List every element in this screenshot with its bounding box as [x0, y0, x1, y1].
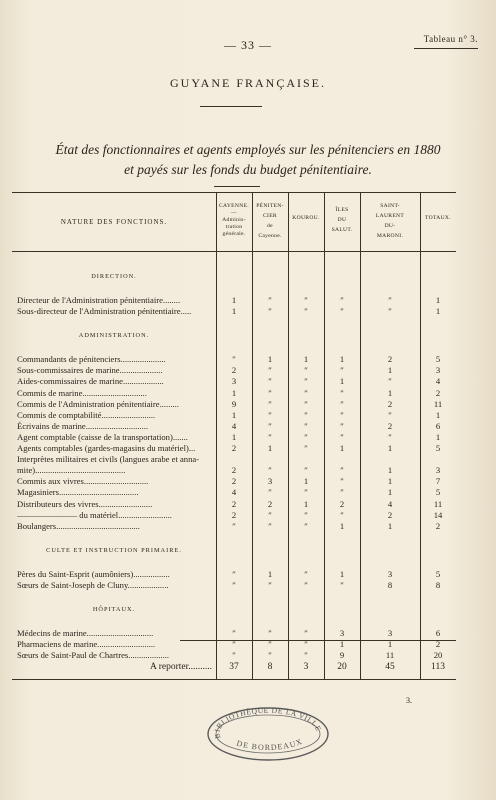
row-label: Magasiniers.....................................: [17, 487, 139, 498]
cell-value: 1: [339, 354, 345, 365]
cell-value: ″: [340, 476, 344, 487]
cell-value: 1: [387, 465, 393, 476]
cell-value: 1: [339, 639, 345, 650]
title-line: État des fonctionnaires et agents employés sur les pénitenciers en 1880: [55, 142, 441, 157]
cell-value: ″: [232, 354, 236, 365]
cell-value: 11: [385, 650, 395, 661]
cell-value: ″: [304, 639, 308, 650]
cell-value: 1: [231, 387, 237, 398]
header-line: PÉNITEN-: [256, 203, 284, 209]
header-line: Cayenne.: [258, 233, 282, 239]
svg-text:DE BORDEAUX: [235, 737, 304, 752]
table-row: [12, 305, 456, 317]
cell-value: ″: [304, 568, 308, 579]
cell-value: 2: [267, 498, 273, 509]
row-label: Pharmaciens de marine...........................: [17, 639, 156, 650]
cell-value: 2: [435, 387, 441, 398]
cell-value: 1: [339, 443, 345, 453]
cell-value: 1: [387, 639, 393, 650]
cell-value: ″: [268, 650, 272, 661]
cell-value: ″: [232, 650, 236, 661]
cell-value: 2: [387, 509, 393, 520]
cell-value: ″: [268, 376, 272, 387]
cell-value: ″: [388, 295, 392, 305]
divider: [214, 186, 260, 187]
row-label: Sœurs de Saint-Joseph de Cluny...................: [17, 579, 169, 590]
header-line: CIER: [263, 213, 277, 219]
cell-value: 1: [303, 476, 309, 487]
table-reference: Tableau n° 3.: [423, 34, 478, 44]
cell-value: 2: [387, 354, 393, 365]
cell-value: ″: [340, 365, 344, 376]
header-line: DU-: [384, 223, 396, 229]
cell-value: ″: [268, 520, 272, 531]
cell-value: ″: [388, 306, 392, 317]
cell-value: 4: [231, 420, 237, 431]
cell-value: 2: [231, 476, 237, 487]
cell-value: 9: [339, 650, 345, 661]
cell-value: 1: [339, 376, 345, 387]
cell-value: ″: [340, 306, 344, 317]
row-label: Pères du Saint-Esprit (aumôniers).................: [17, 568, 170, 579]
section-title: DIRECTION.: [91, 273, 137, 280]
header-line: de: [267, 223, 273, 229]
row-label: Sœurs de Saint-Paul de Chartres...................: [17, 650, 170, 661]
row-label: Agent comptable (caisse de la transportation).......: [17, 431, 188, 442]
row-label: ——————— du matériel.........................: [17, 509, 172, 520]
cell-value: 3: [435, 365, 441, 376]
cell-value: ″: [340, 409, 344, 420]
staff-table: [12, 192, 456, 680]
cell-value: ″: [268, 306, 272, 317]
cell-value: 1: [435, 431, 441, 442]
cell-value: 1: [435, 409, 441, 420]
cell-value: ″: [340, 509, 344, 520]
cell-value: ″: [268, 295, 272, 305]
cell-value: ″: [340, 420, 344, 431]
header-line: MARONI.: [376, 233, 404, 239]
cell-value: 1: [387, 520, 393, 531]
cell-value: ″: [232, 628, 236, 638]
cell-value: ″: [340, 295, 344, 305]
cell-value: ″: [232, 639, 236, 650]
cell-value: 4: [387, 498, 393, 509]
header-line: LAURENT: [375, 213, 405, 219]
cell-value: 5: [435, 568, 441, 579]
header-line: KOUROU.: [292, 215, 320, 221]
cell-value: 1: [387, 476, 393, 487]
report-value: 37: [229, 662, 239, 672]
header-totaux: [420, 215, 456, 222]
library-stamp: [206, 706, 330, 762]
cell-value: 1: [267, 568, 273, 579]
cell-value: ″: [268, 365, 272, 376]
divider: [180, 640, 456, 641]
row-label: Commis aux vivres..............................: [17, 476, 149, 487]
report-value: 20: [337, 662, 347, 672]
row-label: Commis de comptabilité.........................: [17, 409, 156, 420]
row-label: Commis de l'Administration pénitentiaire.........: [17, 398, 179, 409]
header-line: générale.: [222, 231, 246, 237]
cell-value: 14: [433, 509, 443, 520]
cell-value: ″: [304, 431, 308, 442]
cell-value: ″: [268, 387, 272, 398]
row-label: Directeur de l'Administration pénitentiaire........: [17, 295, 181, 305]
report-row: [12, 657, 456, 677]
stamp-text-top: BIBLIOTHÈQUE DE LA VILLE: [212, 706, 324, 740]
cell-value: 1: [231, 431, 237, 442]
report-label: A reporter..........: [149, 662, 212, 672]
cell-value: 1: [339, 520, 345, 531]
report-value: 113: [431, 662, 445, 672]
cell-value: 8: [387, 579, 393, 590]
cell-value: ″: [304, 420, 308, 431]
cell-value: ″: [340, 431, 344, 442]
cell-value: 1: [303, 498, 309, 509]
section-title: ADMINISTRATION.: [78, 332, 150, 340]
header-line: ÎLES: [335, 207, 349, 213]
cell-value: 3: [435, 465, 441, 476]
cell-value: ″: [304, 650, 308, 661]
row-label: mite)..........................................: [17, 465, 126, 476]
cell-value: ″: [268, 487, 272, 498]
cell-value: ″: [340, 398, 344, 409]
cell-value: 3: [387, 568, 393, 579]
cell-value: 1: [231, 409, 237, 420]
cell-value: 6: [435, 628, 441, 638]
cell-value: 2: [231, 509, 237, 520]
section-title: CULTE ET INSTRUCTION PRIMAIRE.: [46, 546, 182, 554]
cell-value: 1: [435, 306, 441, 317]
cell-value: ″: [340, 579, 344, 590]
header-line: Adminis-: [222, 217, 246, 223]
cell-value: 2: [231, 365, 237, 376]
row-label: Sous-commissaires de marine....................: [17, 365, 163, 376]
cell-value: ″: [388, 409, 392, 420]
header-penitencier: [252, 203, 288, 240]
cell-value: ″: [304, 306, 308, 317]
divider: [200, 106, 262, 107]
cell-value: 7: [435, 476, 441, 487]
header-line: tration: [225, 224, 243, 230]
cell-value: 11: [433, 398, 443, 409]
cell-value: 1: [303, 354, 309, 365]
report-value: 3: [303, 662, 309, 672]
cell-value: ″: [304, 520, 308, 531]
report-value: 8: [267, 662, 273, 672]
cell-value: 2: [231, 443, 237, 453]
cell-value: ″: [340, 387, 344, 398]
row-label: Agents comptables (gardes-magasins du matériel)...: [17, 443, 196, 453]
cell-value: ″: [304, 443, 308, 453]
cell-value: 9: [231, 398, 237, 409]
cell-value: 1: [267, 443, 273, 453]
cell-value: ″: [268, 420, 272, 431]
cell-value: 2: [339, 498, 345, 509]
cell-value: 5: [435, 354, 441, 365]
cell-value: 1: [387, 387, 393, 398]
cell-value: ″: [388, 431, 392, 442]
cell-value: ″: [304, 465, 308, 476]
cell-value: 1: [387, 487, 393, 498]
header-line: SALUT.: [331, 227, 353, 233]
cell-value: 5: [435, 487, 441, 498]
footnote-number: 3.: [406, 696, 412, 705]
row-label: Distributeurs des vivres.........................: [17, 498, 153, 509]
row-label: Aides-commissaires de marine...................: [17, 376, 164, 387]
cell-value: ″: [304, 398, 308, 409]
cell-value: 20: [433, 650, 443, 661]
header-nature: NATURE DES FONCTIONS.: [60, 218, 168, 226]
cell-value: 4: [435, 376, 441, 387]
stamp-text-bottom: DE BORDEAUX: [235, 736, 305, 752]
cell-value: ″: [232, 568, 236, 579]
cell-value: 3: [339, 628, 345, 638]
cell-value: ″: [304, 409, 308, 420]
cell-value: 1: [267, 354, 273, 365]
svg-text:BIBLIOTHÈQUE DE LA VILLE: [212, 706, 323, 740]
cell-value: ″: [304, 376, 308, 387]
cell-value: 1: [435, 295, 441, 305]
cell-value: 1: [231, 295, 237, 305]
row-label: Commis de marine..............................: [17, 387, 147, 398]
row-label: Sous-directeur de l'Administration pénitentiaire.....: [17, 306, 192, 317]
row-label: Boulangers.......................................: [17, 520, 140, 531]
cell-value: 1: [387, 443, 393, 453]
cell-value: ″: [388, 376, 392, 387]
title-line: et payés sur les fonds du budget pénitentiaire.: [124, 162, 372, 177]
header-line: TOTAUX.: [425, 215, 451, 221]
header-iles: [324, 207, 360, 234]
region-heading: GUYANE FRANÇAISE.: [169, 76, 326, 90]
cell-value: ″: [304, 628, 308, 638]
cell-value: ″: [340, 487, 344, 498]
header-line: DU: [337, 217, 347, 223]
row-label: Interprètes militaires et civils (langues arabe et anna-: [17, 454, 200, 465]
cell-value: ″: [304, 295, 308, 305]
row-label: Écrivains de marine.............................: [17, 420, 149, 431]
cell-value: 2: [387, 420, 393, 431]
row-label: Médecins de marine...............................: [17, 628, 154, 638]
cell-value: ″: [304, 579, 308, 590]
cell-value: 3: [267, 476, 273, 487]
page-number: — 33 —: [224, 38, 272, 52]
cell-value: 1: [339, 568, 345, 579]
report-value: 45: [385, 662, 395, 672]
cell-value: 6: [435, 420, 441, 431]
header-cayenne: [216, 203, 252, 238]
cell-value: ″: [340, 465, 344, 476]
cell-value: 8: [435, 579, 441, 590]
cell-value: ″: [304, 365, 308, 376]
cell-value: ″: [232, 579, 236, 590]
cell-value: ″: [304, 487, 308, 498]
cell-value: ″: [304, 509, 308, 520]
header-line: CAYENNE.: [218, 203, 249, 209]
row-label: Commandants de pénitenciers.....................: [17, 354, 166, 365]
header-line: SAINT-: [380, 203, 400, 209]
section-title: HÔPITAUX.: [92, 606, 136, 613]
cell-value: 2: [435, 520, 441, 531]
cell-value: 5: [435, 443, 441, 453]
cell-value: 1: [387, 365, 393, 376]
cell-value: 2: [231, 498, 237, 509]
cell-value: ″: [268, 398, 272, 409]
cell-value: 11: [433, 498, 443, 509]
cell-value: ″: [304, 387, 308, 398]
cell-value: 2: [387, 398, 393, 409]
header-line: —: [231, 210, 237, 216]
divider: [414, 48, 478, 49]
cell-value: 3: [231, 376, 237, 387]
cell-value: 3: [387, 628, 393, 638]
document-title: [30, 140, 466, 180]
cell-value: ″: [268, 579, 272, 590]
header-saint-laurent: [360, 203, 420, 240]
table-header: [12, 193, 456, 252]
cell-value: ″: [268, 431, 272, 442]
cell-value: ″: [232, 520, 236, 531]
cell-value: 2: [231, 465, 237, 476]
cell-value: 2: [435, 639, 441, 650]
cell-value: ″: [268, 409, 272, 420]
cell-value: ″: [268, 509, 272, 520]
cell-value: ″: [268, 465, 272, 476]
cell-value: 4: [231, 487, 237, 498]
cell-value: 1: [231, 306, 237, 317]
table-row: [12, 520, 456, 532]
header-kourou: [288, 215, 324, 222]
cell-value: ″: [268, 639, 272, 650]
table-row: [12, 579, 456, 591]
cell-value: ″: [268, 628, 272, 638]
